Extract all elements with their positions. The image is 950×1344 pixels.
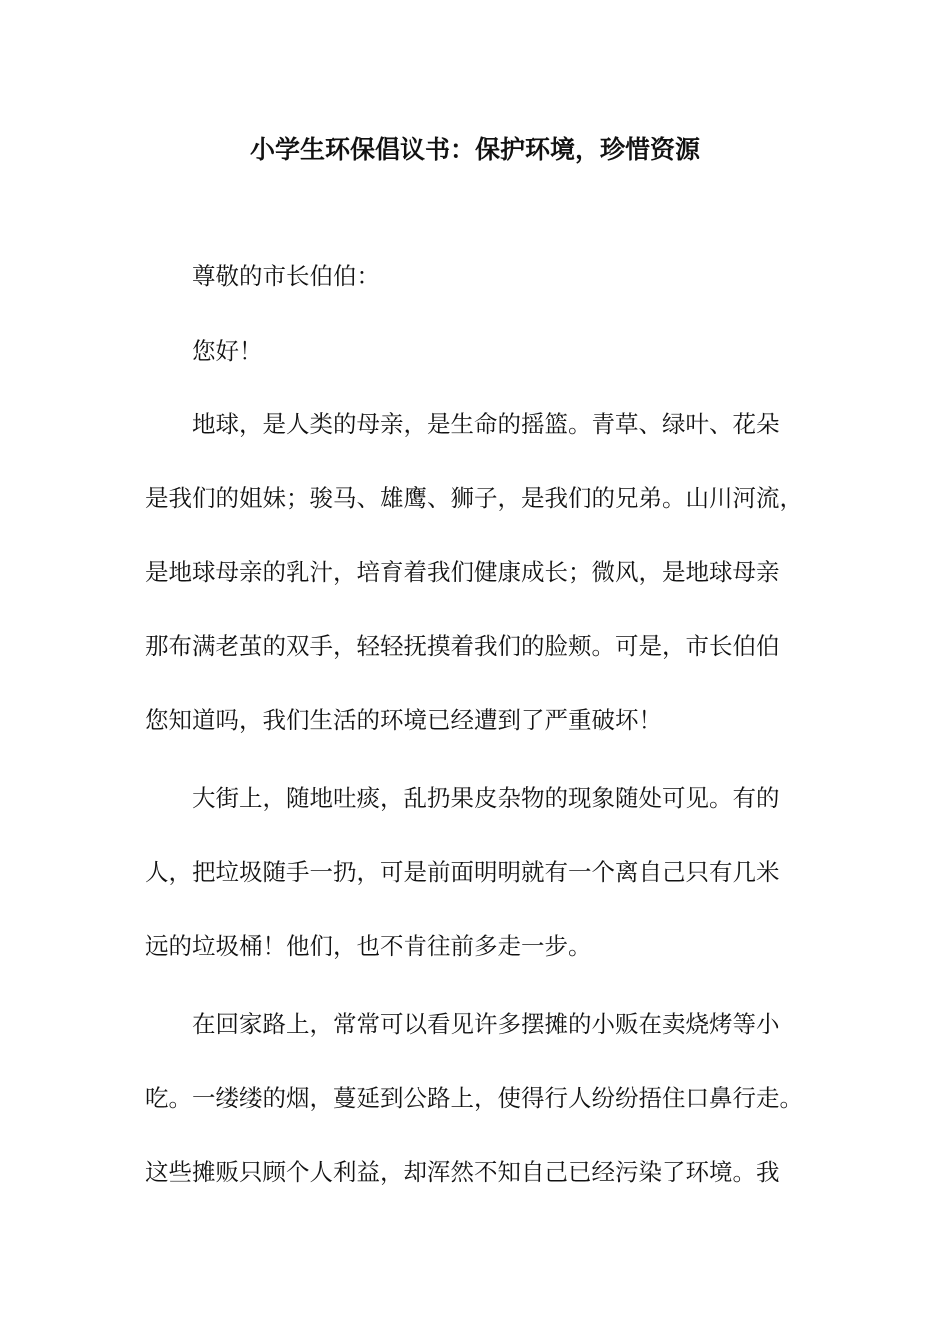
- paragraph-line: 这些摊贩只顾个人利益，却浑然不知自己已经污染了环境。我: [145, 1158, 780, 1186]
- paragraph-line: 远的垃圾桶！他们，也不肯往前多走一步。: [145, 932, 592, 960]
- salutation-line: 尊敬的市长伯伯：: [192, 262, 380, 290]
- greeting-line: 您好！: [192, 337, 263, 365]
- document-title: 小学生环保倡议书：保护环境，珍惜资源: [249, 135, 700, 164]
- paragraph-line: 在回家路上，常常可以看见许多摆摊的小贩在卖烧烤等小: [192, 1010, 780, 1038]
- paragraph-line: 是地球母亲的乳汁，培育着我们健康成长；微风，是地球母亲: [145, 558, 780, 586]
- paragraph-line: 人，把垃圾随手一扔，可是前面明明就有一个离自己只有几米: [145, 858, 780, 886]
- paragraph-line: 是我们的姐妹；骏马、雄鹰、狮子，是我们的兄弟。山川河流，: [145, 484, 803, 512]
- paragraph-line: 大街上，随地吐痰，乱扔果皮杂物的现象随处可见。有的: [192, 784, 780, 812]
- paragraph-line: 地球，是人类的母亲，是生命的摇篮。青草、绿叶、花朵: [192, 410, 780, 438]
- paragraph-line: 您知道吗，我们生活的环境已经遭到了严重破坏！: [145, 706, 662, 734]
- paragraph-line: 吃。一缕缕的烟，蔓延到公路上，使得行人纷纷捂住口鼻行走。: [145, 1084, 803, 1112]
- paragraph-line: 那布满老茧的双手，轻轻抚摸着我们的脸颊。可是，市长伯伯: [145, 632, 780, 660]
